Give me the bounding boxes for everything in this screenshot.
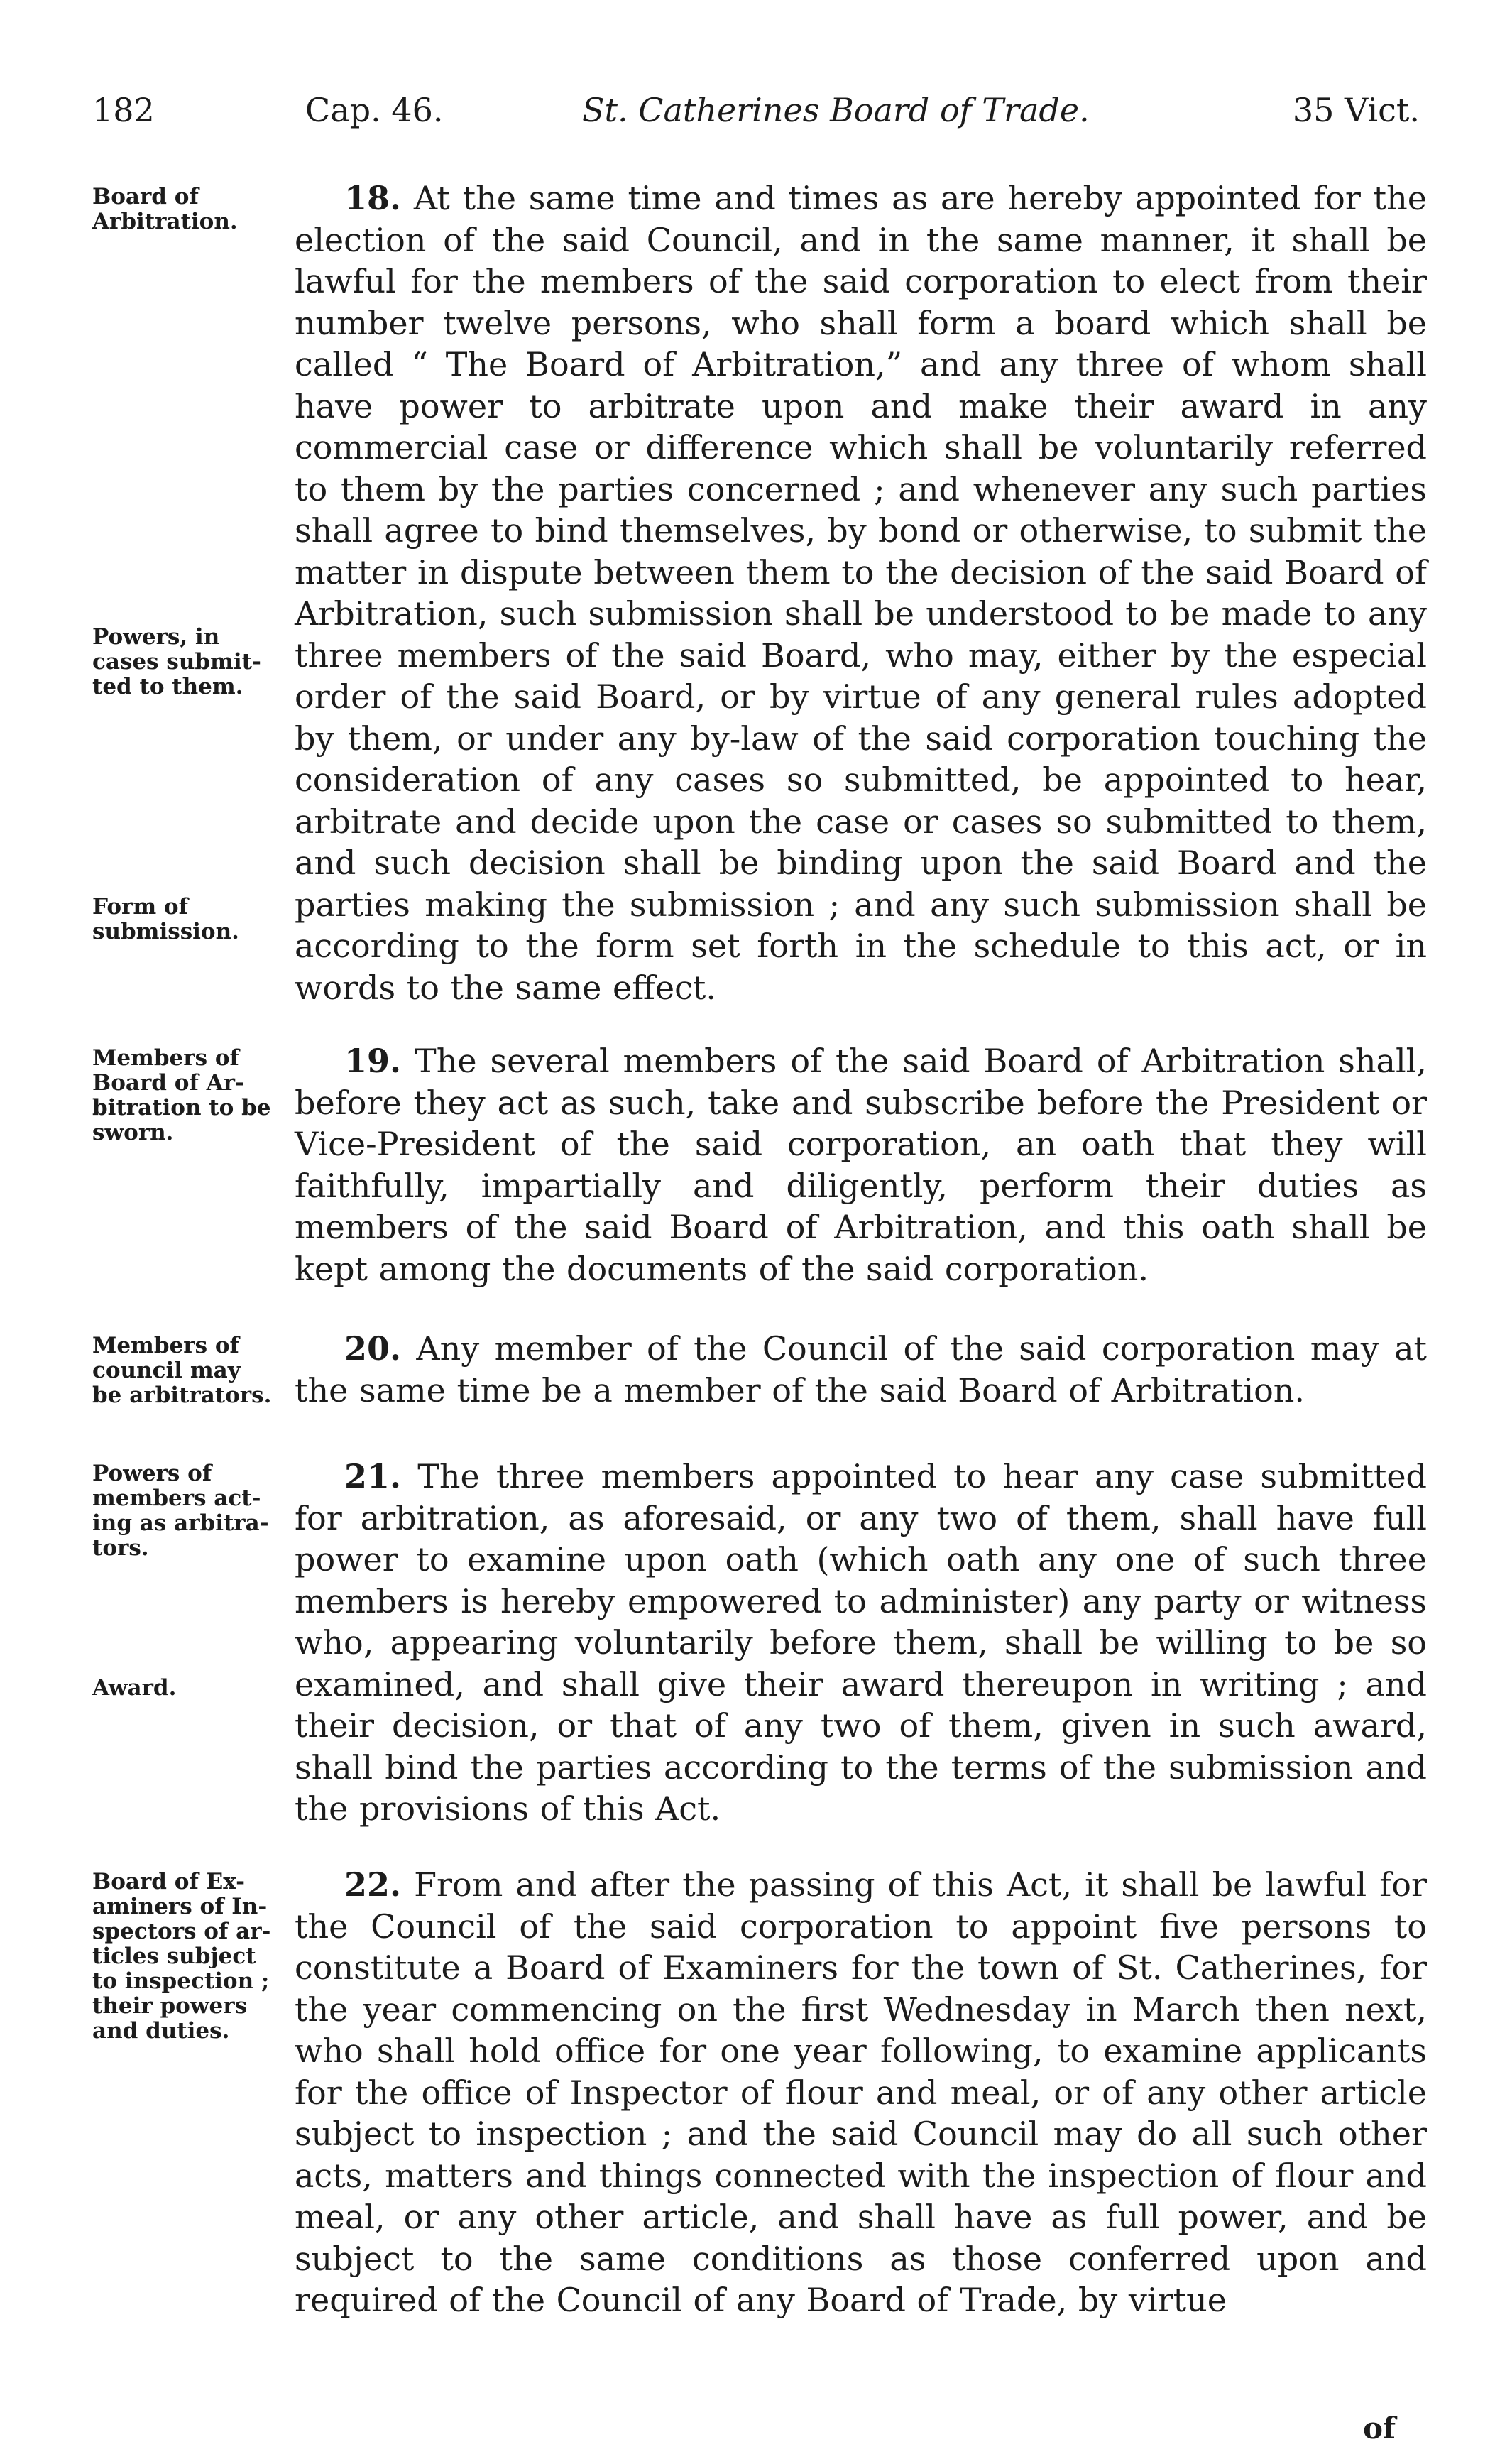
margin-note: Powers of members act- ing as arbitra- tors. (92, 1461, 269, 1561)
margin-note: Members of Board of Ar- bitration to be sworn. (92, 1045, 271, 1145)
section-body (295, 1328, 1427, 1411)
section-number: 19. (344, 1042, 402, 1080)
section-body (295, 178, 1427, 1008)
margin-note: Board of Arbitration. (92, 184, 238, 234)
catchword: of (1363, 2411, 1396, 2446)
running-title: St. Catherines Board of Trade. (582, 91, 1090, 129)
section-number: 21. (344, 1457, 402, 1495)
margin-note: Members of council may be arbitrators. (92, 1333, 272, 1408)
section-text: At the same time and times as are hereby appointed for the election of the said Council, and in the same manner, it shall be lawful for the members of the said corporation to elect from their number twelve persons, who shall form a board which shall be called “ The Board of Arbitration,” and any three of whom shall have power to arbitrate upon and make their award in any commercial case or difference which shall be voluntarily referred to them by the parties concerned ; and whenever any such parties shall agree to bind themselves, by bond or otherwise, to submit the matter in dispute between them to the decision of the said Board of Arbitration, such submission shall be understood to be made to any three members of the said Board, who may, either by the especial order of the said Board, or by virtue of any general rules adopted by them, or under any by-law of the said corporation touching the consideration of any cases so submitted, be appointed to hear, arbitrate and decide upon the case or cases so submitted to them, and such decision shall be binding upon the said Board and the parties making the submission ; and any such submission shall be according to the form set forth in the schedule to this act, or in words to the same effect. (295, 179, 1428, 1007)
section-number: 22. (344, 1865, 402, 1904)
margin-note: Board of Ex- aminers of In- spectors of ar- ticles subject to inspection ; their powers and duties. (92, 1869, 271, 2044)
page-number: 182 (92, 91, 155, 129)
regnal-year: 35 Vict. (1292, 91, 1420, 129)
section-body (295, 1456, 1427, 1830)
section-text: The three members appointed to hear any case submitted for arbitration, as aforesaid, or any two of them, shall have full power to examine upon oath (which oath any one of such three members is hereby empowered to administer) any party or witness who, appearing voluntarily before them, shall be willing to be so examined, and shall give their award thereupon in writing ; and their decision, or that of any two of them, given in such award, shall bind the parties according to the terms of the submission and the provisions of this Act. (295, 1457, 1427, 1828)
running-header (92, 91, 1427, 148)
margin-note: Award. (92, 1675, 177, 1701)
section-text: The several members of the said Board of Arbitration shall, before they act as such, take and subscribe before the President or Vice-President of the said corporation, an oath that they will faithfully, impartially and diligently, perform their duties as members of the said Board of Arbitration, and this oath shall be kept among the documents of the said corporation. (295, 1042, 1428, 1288)
chapter-number: Cap. 46. (305, 91, 444, 129)
section-body (295, 1040, 1427, 1290)
section-body (295, 1864, 1427, 2321)
section-number: 20. (344, 1329, 402, 1368)
section-text: Any member of the Council of the said corporation may at the same time be a member of the said Board of Arbitration. (295, 1329, 1427, 1410)
section-number: 18. (344, 179, 402, 217)
margin-note: Form of submission. (92, 894, 239, 944)
margin-note: Powers, in cases submit- ted to them. (92, 624, 261, 699)
section-text: From and after the passing of this Act, it shall be lawful for the Council of the said corporation to appoint five persons to constitute a Board of Examiners for the town of St. Catherines, for the year commencing on the first Wednesday in March then next, who shall hold office for one year following, to examine applicants for the office of Inspector of flour and meal, or of any other article subject to inspection ; and the said Council may do all such other acts, matters and things connected with the inspection of flour and meal, or any other article, and shall have as full power, and be subject to the same conditions as those conferred upon and required of the Council of any Board of Trade, by virtue (295, 1865, 1427, 2319)
